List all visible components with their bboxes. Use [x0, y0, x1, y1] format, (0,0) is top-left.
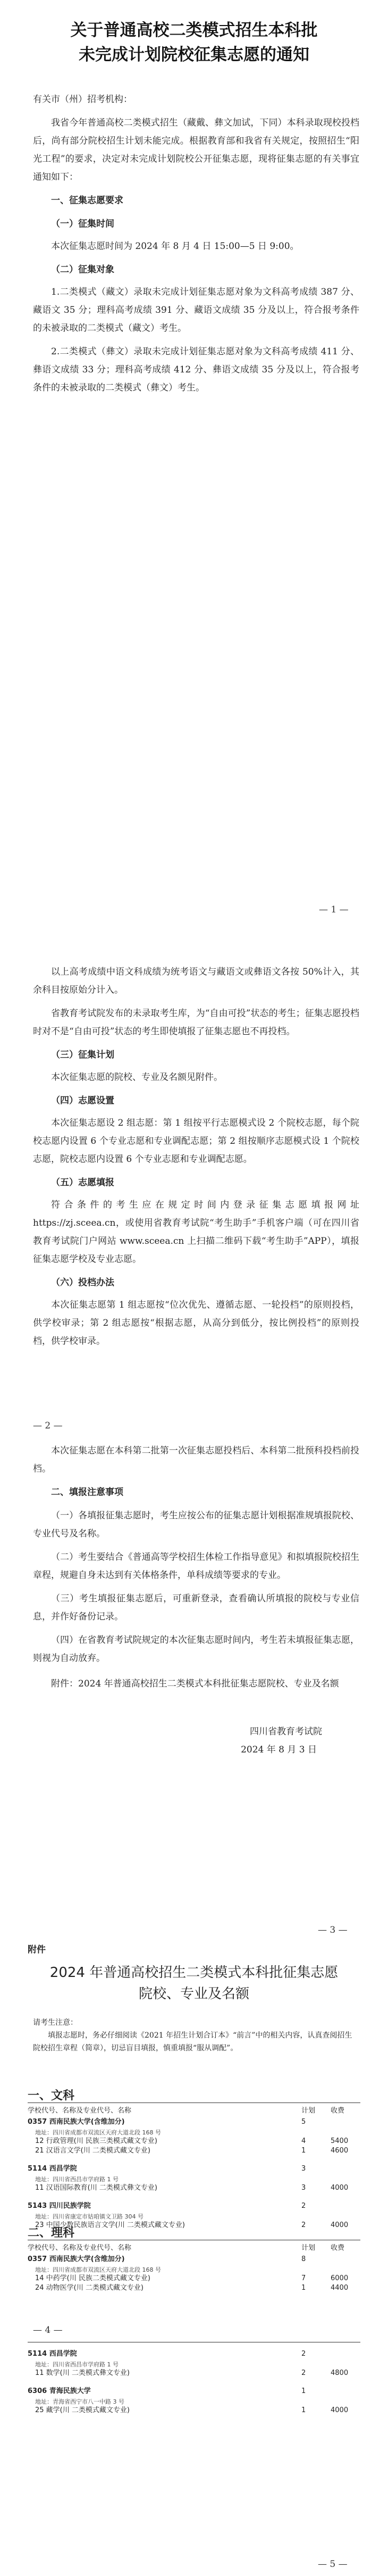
fee-amount: 6000: [331, 2274, 349, 2282]
page-number-3: — 3 —: [318, 1925, 348, 1935]
dispatch-text: 本次征集志愿第 1 组志愿按“位次优先、遵循志愿、一轮投档”的原则投档，供学校审录；第 2 组志愿按“根据志愿，从高分到低分，按比例投档”的原则投档，供学校审录。: [33, 1300, 359, 1347]
annex-note: [33, 2016, 357, 2055]
salutation: 有关市（州）招考机构：: [33, 94, 132, 105]
notice-body-3: [33, 1442, 359, 1759]
col-fee: 收费: [331, 2244, 345, 2252]
issuer: 四川省教育考试院: [250, 1726, 322, 1737]
plan-count: 2: [301, 2221, 306, 2229]
section-li: 二、理科: [28, 2226, 75, 2240]
caution-3: （三）考生填报征集志愿后，可重新登录，查看确认所填报的院校与专业信息，并作好备份记录。: [33, 1593, 359, 1622]
school-address: 地址：四川省成都市双流区天府大道北段 168 号: [35, 2129, 161, 2136]
plan-count: 2: [301, 2202, 306, 2210]
annex-label: 附件: [28, 1945, 46, 1955]
fee-amount: 4800: [331, 2369, 349, 2377]
col-code: 学校代号、名称及专业代号、名称: [28, 2107, 132, 2115]
fee-amount: 4400: [331, 2284, 349, 2292]
target-yi: 2.二类模式（彝文）录取未完成计划征集志愿对象为文科高考成绩 411 分、彝语文成绩 33 分；理科高考成绩 412 分、彝语文成绩 35 分及以上，符合报考条件的未被录取的二类模式（彝文）考生。: [33, 346, 359, 393]
note-lead: 请考生注意：: [33, 2018, 78, 2027]
major-name: 23 中国少数民族语言文学(川 二类模式藏文专业): [35, 2221, 185, 2229]
major-name: 11 汉语国际教育(川 二类模式彝文专业): [35, 2184, 157, 2192]
attachment-note: 附件：2024 年普通高校招生二类模式本科批征集志愿院校、专业及名额: [51, 1678, 339, 1689]
school-name: 0357 西南民族大学(含维加分): [28, 2118, 125, 2126]
school-name: 5143 四川民族学院: [28, 2202, 91, 2210]
fee-amount: 5400: [331, 2137, 349, 2145]
intro-paragraph: 我省今年普通高校二类模式招生（藏戴、彝文加试，下同）本科录取现校投档后，尚有部分院校招生计划未能完成。根据教育部和我省有关规定，按照招生“阳光工程”的要求，决定对未完成计划院校公开征集志愿，现将征集志愿的有关事宜通知如下：: [33, 118, 359, 182]
page-number-5: — 5 —: [318, 2559, 348, 2570]
subheading-target: （二）征集对象: [51, 264, 114, 275]
plan-count: 3: [301, 2184, 306, 2192]
major-name: 14 中药学(川 民族二类模式藏文专业): [35, 2274, 150, 2282]
section-heading-2: 二、填报注意事项: [51, 1487, 123, 1498]
col-plan: 计划: [301, 2244, 316, 2252]
timing-text: 本次征集志愿在本科第二批第一次征集志愿投档后、本科第二批预科投档前投档。: [33, 1445, 359, 1474]
major-name: 21 汉语言文学(川 二类模式藏文专业): [35, 2147, 150, 2155]
plan-count: 1: [301, 2147, 306, 2155]
subheading-dispatch: （六）投档办法: [51, 1277, 114, 1288]
school-name: 6306 青海民族大学: [28, 2387, 91, 2395]
col-fee: 收费: [331, 2107, 345, 2115]
caution-2: （二）考生要结合《普通高等学校招生体检工作指导意见》和拟填报院校招生章程，规避自身未达到有关体格条件，单科成绩等要求的专业。: [33, 1552, 359, 1581]
school-address: 地址：四川省西昌市学府路 1 号: [35, 2176, 119, 2183]
section-wen: 一、文科: [28, 2089, 75, 2103]
major-name: 12 行政管理(川 民族三类模式藏文专业): [35, 2137, 157, 2145]
caution-4: （四）在省教育考试院规定的本次征集志愿时间内，考生若未填报征集志愿，则视为自动放弃。: [33, 1635, 359, 1664]
page-2: [0, 931, 388, 1942]
fee-amount: 4000: [331, 2406, 349, 2414]
plan-count: 4: [301, 2137, 306, 2145]
annex-title-line1: 2024 年普通高校招生二类模式本科批征集志愿: [49, 1965, 339, 1981]
col-plan: 计划: [301, 2107, 316, 2115]
school-name: 0357 西南民族大学(含维加分): [28, 2255, 125, 2263]
caution-1: （一）各填报征集志愿时，考生应按公布的征集志愿计划根据准规填报院校、专业代号及名称。: [33, 1510, 359, 1539]
plan-count: 8: [301, 2255, 306, 2263]
subheading-plan: （三）征集计划: [51, 1050, 114, 1060]
school-address: 地址：青海省西宁市八一中路 3 号: [35, 2398, 124, 2405]
plan-count: 1: [301, 2387, 306, 2395]
fee-amount: 4600: [331, 2147, 349, 2155]
plan-count: 5: [301, 2118, 306, 2126]
target-tibetan: 1.二类模式（藏文）录取未完成计划征集志愿对象为文科高考成绩 387 分、藏语文 35 分；理科高考成绩 391 分、藏语文成绩 35 分及以上，符合报考条件的未被录取的二类模式（藏文）考生。: [33, 287, 359, 334]
fee-amount: 4000: [331, 2184, 349, 2192]
school-address: 地址：四川省成都市双流区天府大道北段 168 号: [35, 2266, 161, 2273]
school-name: 5114 西昌学院: [28, 2165, 77, 2173]
page-annex: [0, 1942, 388, 2576]
subheading-time: （一）征集时间: [51, 219, 114, 229]
note-text: 填报志愿时，务必仔细阅读《2021 年招生计划合订本》“前言”中的相关内容，认真查阅招生院校招生章程（简章），切忌盲目填报，慎重填报“服从调配”。: [33, 2031, 352, 2053]
issue-date: 2024 年 8 月 3 日: [241, 1744, 317, 1755]
time-text: 本次征集志愿时间为 2024 年 8 月 4 日 15:00—5 日 9:00。: [51, 241, 299, 252]
notice-title-line1: 关于普通高校二类模式招生本科批: [70, 21, 318, 40]
plan-count: 3: [301, 2165, 306, 2173]
subheading-setup: （四）志愿设置: [51, 1095, 114, 1106]
annex-title-line2: 院校、专业及名额: [138, 1986, 249, 2002]
fee-amount: 4000: [331, 2221, 349, 2229]
school-address: 地址：四川省西昌市学府路 1 号: [35, 2361, 119, 2368]
school-name: 5114 西昌学院: [28, 2350, 77, 2358]
notice-title-line2: 未完成计划院校征集志愿的通知: [79, 45, 309, 64]
plan-count: 2: [301, 2350, 306, 2358]
free-status-note: 省教育考试院发布的未录取考生库，为“自由可投”状态的考生；征集志愿投档时对不是“自由可投”状态的考生即使填报了征集志愿也不再投档。: [33, 1008, 359, 1037]
setup-text: 本次征集志愿设 2 组志愿：第 1 组按平行志愿模式设 2 个院校志愿，每个院校志愿内设置 6 个专业志愿和专业调配志愿；第 2 组按顺序志愿模式设 1 个院校志愿，院校志愿内设置 6 个专业志愿和专业调配志愿。: [33, 1118, 359, 1165]
plan-count: 2: [301, 2369, 306, 2377]
major-name: 25 藏学(川 二类模式藏文专业): [35, 2406, 130, 2414]
school-address: 地址：四川省康定市姑咱镇文卫路 304 号: [35, 2213, 144, 2220]
notice-body-1: [33, 90, 359, 402]
major-name: 11 数学(川 二类模式彝文专业): [35, 2369, 130, 2377]
page-1: [0, 0, 388, 931]
section-heading-1: 一、征集志愿要求: [51, 195, 123, 206]
notice-body-2: [33, 963, 359, 1356]
col-code: 学校代号、名称及专业代号、名称: [28, 2244, 132, 2252]
plan-count: 1: [301, 2284, 306, 2292]
subheading-filling: （五）志愿填报: [51, 1177, 114, 1188]
score-note: 以上高考成绩中语文科成绩为统考语文与藏语文或彝语文各按 50%计入，其余科目按原始分计入。: [33, 967, 359, 995]
major-name: 24 动物医学(川 二类模式藏文专业): [35, 2284, 144, 2292]
plan-count: 7: [301, 2274, 306, 2282]
page-number-1: — 1 —: [319, 904, 349, 915]
page-number-2: — 2 —: [33, 1420, 63, 1431]
page-number-4: — 4 —: [33, 2325, 63, 2336]
plan-text: 本次征集志愿的院校、专业及名额见附件。: [51, 1072, 223, 1083]
plan-count: 1: [301, 2406, 306, 2414]
filling-text: 符合条件的考生应在规定时间内登录征集志愿填报网址 https://zj.sceea.cn，或使用省教育考试院“考生助手”手机客户端（可在四川省教育考试院门户网站 www.sceea.cn 上扫描二维码下载“考生助手”APP），填报征集志愿学校及专业志愿。: [33, 1200, 359, 1265]
